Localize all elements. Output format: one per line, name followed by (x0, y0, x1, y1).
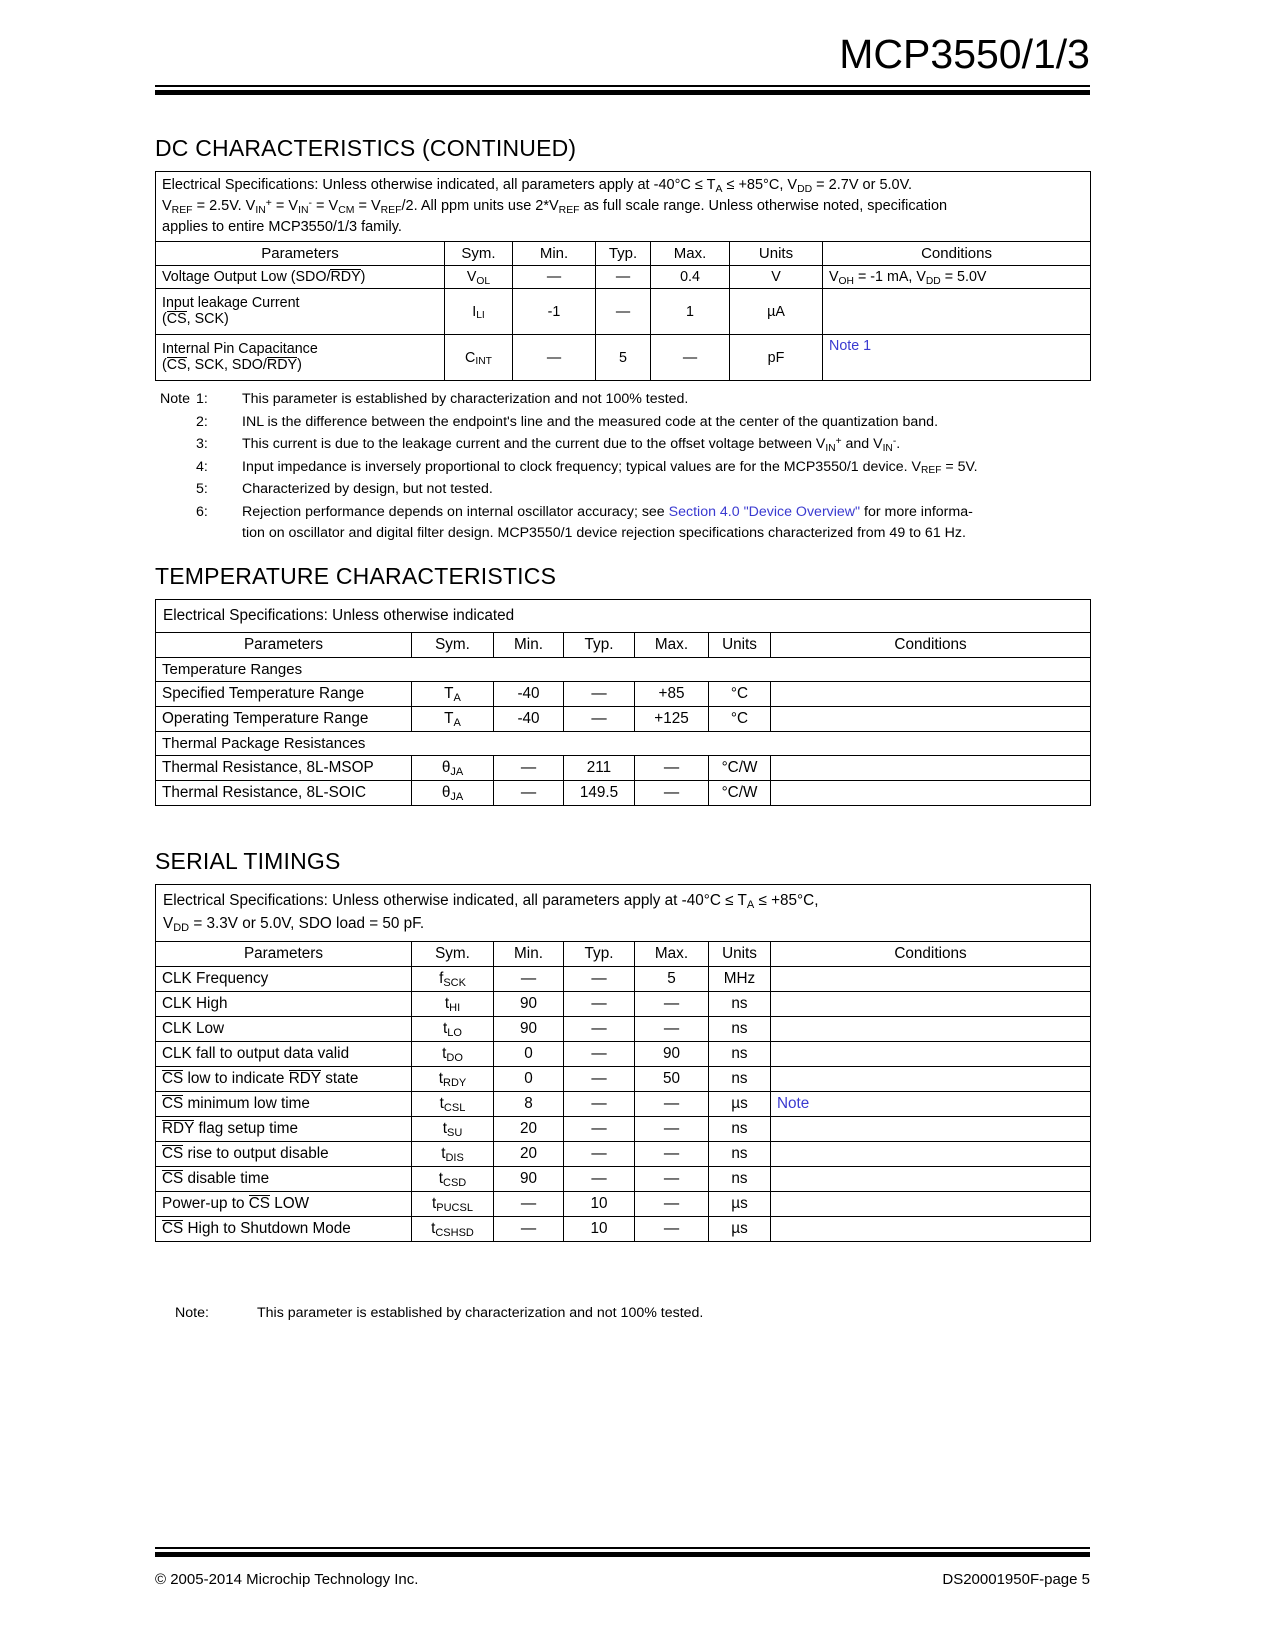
serial-cond-clk-frequency (771, 966, 1091, 991)
serial-timings-section (155, 848, 1090, 1242)
serial-param-cs-low-rdy: CS low to indicate RDY state (156, 1066, 412, 1091)
serial-units-clk-fall: ns (709, 1041, 771, 1066)
dc-conditions-cell: Electrical Specifications: Unless otherwise indicated, all parameters apply at $-40^\circ C \le T_A \le +85^\circ C$, $V_{DD} = 2.7V$ or 5.0V. $V_{REF} = 2.5V$. $V_{IN}^+ = V_{IN}^- = V_{CM} = V_{REF}/2$. All ppm units use $2*V_{REF}$ as full scale range. Unless otherwise noted, specification applies to entire MCP3550/1/3 family. (156, 172, 1091, 242)
serial-max-clk-high: — (635, 991, 709, 1016)
dc-typ-vol: — (596, 266, 651, 289)
serial-min-cs-high-shutdown: — (494, 1216, 564, 1241)
serial-col-min: Min. (494, 941, 564, 966)
serial-min-cs-min-low: 8 (494, 1091, 564, 1116)
serial-sym-clk-high: $t_{HI}$ (412, 991, 494, 1016)
serial-units-cs-disable: ns (709, 1166, 771, 1191)
note-number: 6: (196, 503, 208, 520)
table-row (156, 289, 1091, 335)
table-row (156, 1091, 1091, 1116)
section-4-link[interactable]: Section 4.0 "Device Overview" (668, 503, 861, 520)
note-text: This parameter is established by characterization and not 100% tested. (242, 391, 689, 407)
note-text: This current is due to the leakage current and the current due to the offset voltage between $V_{IN}^+$ and $V_{IN}^-$. (242, 435, 901, 454)
temp-sym-specified-range: $T_A$ (412, 682, 494, 707)
temp-units-specified-range: °C (709, 682, 771, 707)
serial-col-units: Units (709, 941, 771, 966)
serial-cond-cs-rise (771, 1141, 1091, 1166)
temp-max-msop: — (635, 756, 709, 781)
serial-param-clk-frequency: CLK Frequency (156, 966, 412, 991)
serial-typ-clk-fall: — (564, 1041, 635, 1066)
temp-col-min: Min. (494, 633, 564, 658)
note-text: INL is the difference between the endpoint's line and the measured code at the center of the quantization band. (242, 413, 939, 430)
temperature-group-row (156, 732, 1091, 756)
serial-cond-cs-disable (771, 1166, 1091, 1191)
serial-units-cs-rise: ns (709, 1141, 771, 1166)
temperature-group-row (156, 658, 1091, 682)
temperature-characteristics-table (155, 599, 1091, 806)
temp-cond-specified-range (771, 682, 1091, 707)
note-row (160, 434, 1095, 456)
footer-rule-thin (155, 1547, 1090, 1549)
serial-col-typ: Typ. (564, 941, 635, 966)
serial-conditions-cell: Electrical Specifications: Unless otherwise indicated, all parameters apply at $-40^\circ C \le T_A \le +85^\circ C$, $V_{DD} = 3.3V$ or 5.0V, SDO load = 50 pF. (156, 885, 1091, 942)
dc-sym-cint: $C_{INT}$ (445, 335, 513, 381)
serial-note-text: This parameter is established by characterization and not 100% tested. (257, 1305, 704, 1321)
temp-group-thermal-package-resistances: Thermal Package Resistances (156, 732, 1091, 756)
note-row (160, 479, 1095, 501)
serial-units-powerup-cs-low: µs (709, 1191, 771, 1216)
serial-max-powerup-cs-low: — (635, 1191, 709, 1216)
note6-text-part1: Rejection performance depends on internal oscillator accuracy; see (242, 503, 669, 520)
note-text (242, 502, 1095, 545)
notes-label: Note (160, 391, 190, 407)
serial-sym-clk-low: $t_{LO}$ (412, 1016, 494, 1041)
dc-notes-block (160, 389, 1095, 546)
note-text: Characterized by design, but not tested. (242, 481, 493, 498)
temp-units-msop: °C/W (709, 756, 771, 781)
serial-units-clk-frequency: MHz (709, 966, 771, 991)
serial-sym-cs-min-low: $t_{CSL}$ (412, 1091, 494, 1116)
note-row (175, 1303, 1095, 1325)
dc-header-row (156, 242, 1091, 266)
table-row (156, 1141, 1091, 1166)
serial-max-rdy-setup: — (635, 1116, 709, 1141)
dc-cond-vol: $V_{OH} = -1$ mA, $V_{DD} = 5.0V$ (823, 266, 1091, 289)
dc-col-sym: Sym. (445, 242, 513, 266)
table-row (156, 1041, 1091, 1066)
note-row (160, 412, 1095, 434)
temp-col-conditions: Conditions (771, 633, 1091, 658)
serial-sym-cs-low-rdy: $t_{RDY}$ (412, 1066, 494, 1091)
serial-sym-clk-fall: $t_{DO}$ (412, 1041, 494, 1066)
serial-cond-cs-low-rdy (771, 1066, 1091, 1091)
note-text: Input impedance is inversely proportional to clock frequency; typical values are for the MCP3550/1 device. $V_{REF} = 5V$. (242, 458, 978, 477)
serial-sym-cs-disable: $t_{CSD}$ (412, 1166, 494, 1191)
serial-min-clk-fall: 0 (494, 1041, 564, 1066)
notes-label-spacer (160, 479, 196, 501)
footer-row (155, 1571, 1090, 1588)
temp-col-typ: Typ. (564, 633, 635, 658)
temp-units-soic: °C/W (709, 781, 771, 806)
temp-max-specified-range: +85 (635, 682, 709, 707)
table-row (156, 335, 1091, 381)
temp-min-operating-range: -40 (494, 707, 564, 732)
serial-sym-cs-rise: $t_{DIS}$ (412, 1141, 494, 1166)
dc-section-heading: DC CHARACTERISTICS (CONTINUED) (155, 135, 577, 161)
serial-typ-cs-rise: — (564, 1141, 635, 1166)
serial-param-clk-high: CLK High (156, 991, 412, 1016)
serial-conditions-row (156, 885, 1091, 942)
dc-col-min: Min. (513, 242, 596, 266)
serial-typ-cs-low-rdy: — (564, 1066, 635, 1091)
footer-rule-thick (155, 1552, 1090, 1557)
serial-col-parameters: Parameters (156, 941, 412, 966)
serial-min-clk-low: 90 (494, 1016, 564, 1041)
temp-col-parameters: Parameters (156, 633, 412, 658)
temperature-header-row (156, 633, 1091, 658)
temp-param-operating-range: Operating Temperature Range (156, 707, 412, 732)
dc-units-vol: V (730, 266, 823, 289)
table-row (156, 1016, 1091, 1041)
dc-units-ili: µA (730, 289, 823, 335)
serial-cond-clk-fall (771, 1041, 1091, 1066)
dc-conditions-row (156, 172, 1091, 242)
temp-min-msop: — (494, 756, 564, 781)
header-rule-thin (155, 85, 1090, 87)
serial-param-cs-high-shutdown: CS High to Shutdown Mode (156, 1216, 412, 1241)
page-footer (155, 1537, 1090, 1588)
serial-note-label: Note: (175, 1305, 209, 1321)
table-row (156, 1116, 1091, 1141)
dc-typ-cint: 5 (596, 335, 651, 381)
serial-min-clk-frequency: — (494, 966, 564, 991)
note-row (160, 502, 1095, 545)
note6-text-part3: tion on oscillator and digital filter design. MCP3550/1 device rejection specifications characterized from 49 to 61 Hz. (242, 525, 966, 542)
serial-param-cs-rise: CS rise to output disable (156, 1141, 412, 1166)
notes-label-spacer (160, 502, 196, 545)
note-number: 3: (196, 436, 208, 453)
serial-max-cs-rise: — (635, 1141, 709, 1166)
temp-group-temperature-ranges: Temperature Ranges (156, 658, 1091, 682)
dc-sym-ili: $I_{LI}$ (445, 289, 513, 335)
serial-max-cs-low-rdy: 50 (635, 1066, 709, 1091)
notes-label-spacer (160, 434, 196, 456)
temp-col-units: Units (709, 633, 771, 658)
dc-min-vol: — (513, 266, 596, 289)
serial-max-clk-low: — (635, 1016, 709, 1041)
header-rule-thick (155, 90, 1090, 95)
temp-sym-operating-range: $T_A$ (412, 707, 494, 732)
serial-units-clk-high: ns (709, 991, 771, 1016)
temp-typ-operating-range: — (564, 707, 635, 732)
serial-param-clk-fall: CLK fall to output data valid (156, 1041, 412, 1066)
serial-units-rdy-setup: ns (709, 1116, 771, 1141)
temp-cond-msop (771, 756, 1091, 781)
serial-units-clk-low: ns (709, 1016, 771, 1041)
temp-min-specified-range: -40 (494, 682, 564, 707)
temperature-conditions-row (156, 600, 1091, 633)
note-number: 5: (196, 481, 208, 498)
dc-sym-vol: $V_{OL}$ (445, 266, 513, 289)
note-number: 2: (196, 413, 208, 430)
serial-col-conditions: Conditions (771, 941, 1091, 966)
dc-param-vol: Voltage Output Low (SDO/RDY) (156, 266, 445, 289)
temp-typ-soic: 149.5 (564, 781, 635, 806)
note6-text-part2: for more informa- (860, 503, 973, 520)
table-row (156, 1166, 1091, 1191)
serial-param-rdy-setup: RDY flag setup time (156, 1116, 412, 1141)
notes-label-spacer (160, 412, 196, 434)
temp-col-sym: Sym. (412, 633, 494, 658)
serial-min-cs-low-rdy: 0 (494, 1066, 564, 1091)
notes-label-spacer (160, 457, 196, 479)
dc-param-cint: Internal Pin Capacitance (CS, SCK, SDO/RDY) (156, 335, 445, 381)
table-row (156, 991, 1091, 1016)
temp-cond-operating-range (771, 707, 1091, 732)
serial-cond-clk-high (771, 991, 1091, 1016)
table-row (156, 1191, 1091, 1216)
document-title: MCP3550/1/3 (839, 31, 1090, 77)
dc-cond-cint-note-link[interactable]: Note 1 (823, 335, 1091, 381)
table-row (156, 682, 1091, 707)
temp-param-specified-range: Specified Temperature Range (156, 682, 412, 707)
serial-cond-note-link[interactable]: Note (771, 1091, 1091, 1116)
temp-sym-soic: $\theta_{JA}$ (412, 781, 494, 806)
dc-min-ili: -1 (513, 289, 596, 335)
serial-param-cs-min-low: CS minimum low time (156, 1091, 412, 1116)
serial-typ-rdy-setup: — (564, 1116, 635, 1141)
serial-max-cs-min-low: — (635, 1091, 709, 1116)
temperature-conditions-cell: Electrical Specifications: Unless otherwise indicated (156, 600, 1091, 633)
table-row (156, 756, 1091, 781)
serial-cond-cs-high-shutdown (771, 1216, 1091, 1241)
serial-typ-cs-min-low: — (564, 1091, 635, 1116)
serial-sym-clk-frequency: $f_{SCK}$ (412, 966, 494, 991)
dc-units-cint: pF (730, 335, 823, 381)
temp-param-msop: Thermal Resistance, 8L-MSOP (156, 756, 412, 781)
serial-col-max: Max. (635, 941, 709, 966)
serial-section-heading: SERIAL TIMINGS (155, 848, 341, 874)
note-number: 4: (196, 458, 208, 475)
serial-header-row (156, 941, 1091, 966)
dc-col-units: Units (730, 242, 823, 266)
dc-param-ili: Input leakage Current (CS, SCK) (156, 289, 445, 335)
document-id: DS20001950F-page 5 (942, 1571, 1090, 1588)
serial-param-clk-low: CLK Low (156, 1016, 412, 1041)
temp-typ-specified-range: — (564, 682, 635, 707)
temperature-section-heading: TEMPERATURE CHARACTERISTICS (155, 563, 557, 589)
table-row (156, 266, 1091, 289)
dc-characteristics-table (155, 171, 1091, 381)
dc-min-cint: — (513, 335, 596, 381)
copyright-text: © 2005-2014 Microchip Technology Inc. (155, 1571, 419, 1588)
serial-typ-clk-frequency: — (564, 966, 635, 991)
serial-min-powerup-cs-low: — (494, 1191, 564, 1216)
dc-col-max: Max. (651, 242, 730, 266)
serial-cond-clk-low (771, 1016, 1091, 1041)
table-row (156, 707, 1091, 732)
serial-cond-powerup-cs-low (771, 1191, 1091, 1216)
temp-max-soic: — (635, 781, 709, 806)
temp-col-max: Max. (635, 633, 709, 658)
serial-typ-cs-disable: — (564, 1166, 635, 1191)
temp-min-soic: — (494, 781, 564, 806)
dc-typ-ili: — (596, 289, 651, 335)
temperature-characteristics-section (155, 563, 1090, 806)
table-row (156, 966, 1091, 991)
table-row (156, 1216, 1091, 1241)
temp-units-operating-range: °C (709, 707, 771, 732)
serial-typ-cs-high-shutdown: 10 (564, 1216, 635, 1241)
note-row (160, 457, 1095, 479)
serial-param-cs-disable: CS disable time (156, 1166, 412, 1191)
serial-param-powerup-cs-low: Power-up to CS LOW (156, 1191, 412, 1216)
serial-units-cs-min-low: µs (709, 1091, 771, 1116)
serial-max-clk-frequency: 5 (635, 966, 709, 991)
note-number: 1: (196, 391, 208, 407)
page-header (155, 31, 1090, 95)
dc-col-conditions: Conditions (823, 242, 1091, 266)
dc-col-parameters: Parameters (156, 242, 445, 266)
temp-cond-soic (771, 781, 1091, 806)
serial-min-clk-high: 90 (494, 991, 564, 1016)
temp-typ-msop: 211 (564, 756, 635, 781)
serial-min-rdy-setup: 20 (494, 1116, 564, 1141)
dc-max-ili: 1 (651, 289, 730, 335)
serial-sym-powerup-cs-low: $t_{PUCSL}$ (412, 1191, 494, 1216)
serial-typ-clk-high: — (564, 991, 635, 1016)
serial-min-cs-disable: 90 (494, 1166, 564, 1191)
serial-max-cs-disable: — (635, 1166, 709, 1191)
dc-cond-ili (823, 289, 1091, 335)
temp-sym-msop: $\theta_{JA}$ (412, 756, 494, 781)
serial-max-clk-fall: 90 (635, 1041, 709, 1066)
serial-units-cs-low-rdy: ns (709, 1066, 771, 1091)
serial-col-sym: Sym. (412, 941, 494, 966)
dc-max-vol: 0.4 (651, 266, 730, 289)
dc-col-typ: Typ. (596, 242, 651, 266)
dc-max-cint: — (651, 335, 730, 381)
serial-max-cs-high-shutdown: — (635, 1216, 709, 1241)
serial-sym-cs-high-shutdown: $t_{CSHSD}$ (412, 1216, 494, 1241)
note-row (160, 389, 1095, 411)
dc-characteristics-section (155, 135, 1090, 381)
temp-max-operating-range: +125 (635, 707, 709, 732)
serial-typ-powerup-cs-low: 10 (564, 1191, 635, 1216)
serial-min-cs-rise: 20 (494, 1141, 564, 1166)
serial-cond-rdy-setup (771, 1116, 1091, 1141)
table-row (156, 1066, 1091, 1091)
table-row (156, 781, 1091, 806)
serial-sym-rdy-setup: $t_{SU}$ (412, 1116, 494, 1141)
serial-timings-table (155, 884, 1091, 1242)
serial-typ-clk-low: — (564, 1016, 635, 1041)
temp-param-soic: Thermal Resistance, 8L-SOIC (156, 781, 412, 806)
serial-units-cs-high-shutdown: µs (709, 1216, 771, 1241)
serial-note-block (175, 1303, 1095, 1326)
